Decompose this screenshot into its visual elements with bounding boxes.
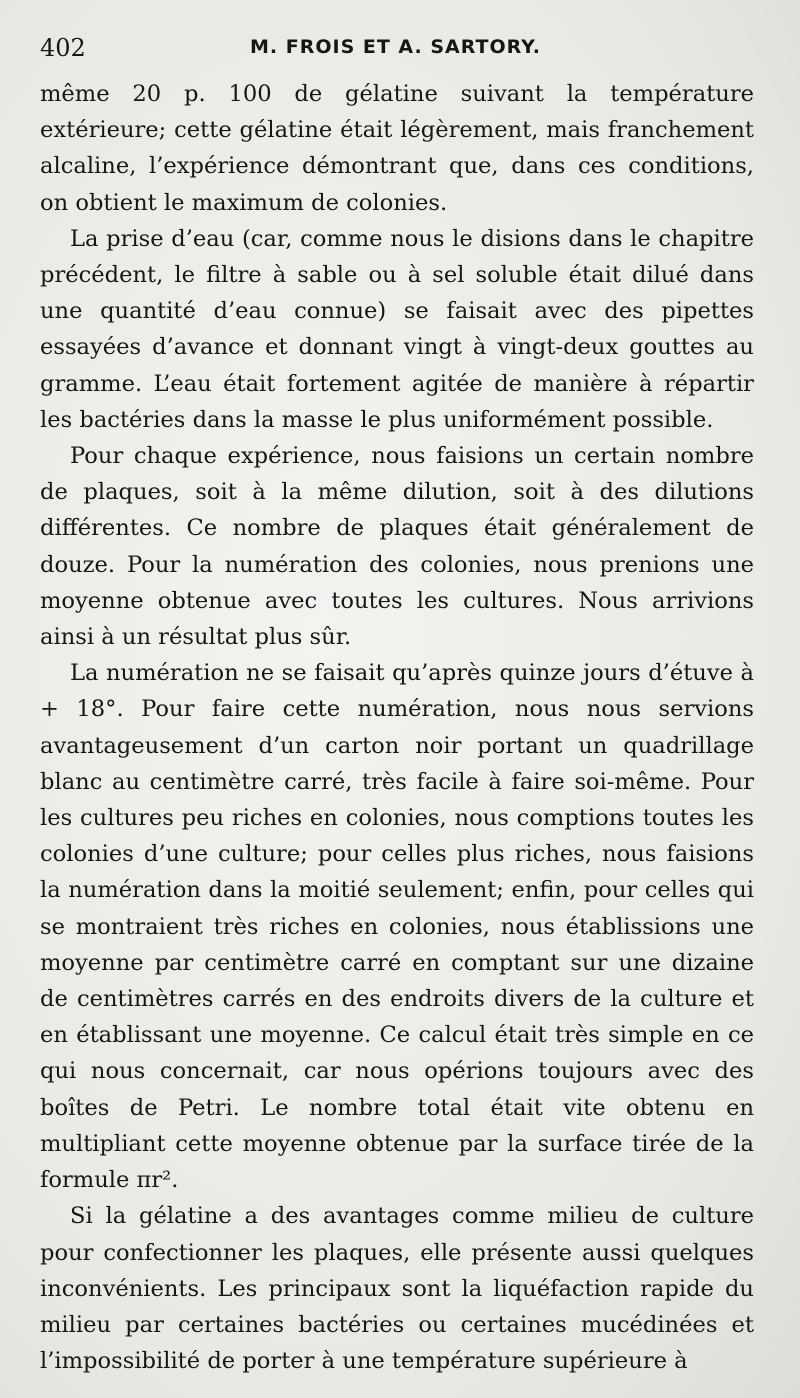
running-head: M. FROIS ET A. SARTORY. xyxy=(250,36,542,58)
paragraph: Si la gélatine a des avantages comme milieu de culture pour confectionner les plaques, elle présente aussi quelques inconvénients. Les principaux sont la liquéfaction rapide du milieu par certaines bactéries ou certaines mucédinées et l’impossibilité de porter à une température supérieure à xyxy=(40,1203,754,1375)
paragraph: même 20 p. 100 de gélatine suivant la température extérieure; cette gélatine était légèrement, mais franchement alcaline, l’expérience démontrant que, dans ces conditions, on obtient le maximum de colonies. xyxy=(40,81,754,216)
paragraph: La numération ne se faisait qu’après quinze jours d’étuve à + 18°. Pour faire cette numération, nous nous servions avantageusement d’un carton noir portant un quadrillage blanc au centimètre carré, très facile à faire soi-même. Pour les cultures peu riches en colonies, nous comptions toutes les colonies d’une culture; pour celles plus riches, nous faisions la numération dans la moitié seulement; enfin, pour celles qui se montraient très riches en colonies, nous établissions une moyenne par centimètre carré en comptant sur une dizaine de centimètres carrés en des endroits divers de la culture et en établissant une moyenne. Ce calcul était très simple en ce qui nous concernait, car nous opérions toujours avec des boîtes de Petri. Le nombre total était vite obtenu en multipliant cette moyenne obtenue par la surface tirée de la formule πr². xyxy=(40,660,754,1194)
page-number: 402 xyxy=(40,34,86,62)
paragraph: La prise d’eau (car, comme nous le disions dans le chapitre précédent, le filtre à sable ou à sel soluble était dilué dans une quantité d’eau connue) se faisait avec des pipettes essayées d’avance et donnant vingt à vingt-deux gouttes au gramme. L’eau était fortement agitée de manière à répartir les bactéries dans la masse le plus uniformément possible. xyxy=(40,225,754,433)
body-text xyxy=(40,76,754,1379)
page-header xyxy=(40,34,760,68)
paragraph: Pour chaque expérience, nous faisions un certain nombre de plaques, soit à la même dilution, soit à des dilutions différentes. Ce nombre de plaques était généralement de douze. Pour la numération des colonies, nous prenions une moyenne obtenue avec toutes les cultures. Nous arrivions ainsi à un résultat plus sûr. xyxy=(40,443,754,651)
